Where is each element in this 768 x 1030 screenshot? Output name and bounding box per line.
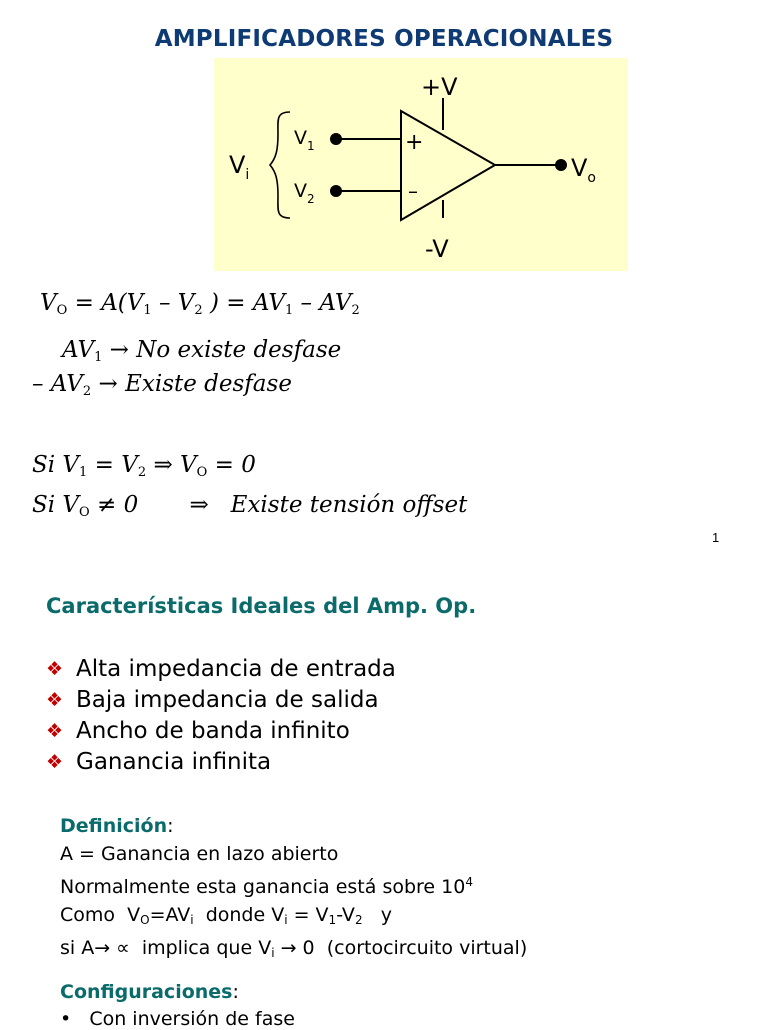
opamp-schematic (214, 58, 628, 271)
page-number: 1 (712, 530, 720, 545)
noninverting-sign: + (405, 130, 424, 155)
input1-label: $V_1$ (294, 127, 315, 153)
definition-line: Como $V_O=AV_i$ donde $V_i = V_1-V_2$ y (60, 904, 392, 927)
input2-label: $V_2$ (294, 180, 315, 206)
characteristics-list (46, 654, 396, 778)
equation-offset: Si $V_O \ne 0$ ⇒ Existe tensión offset (32, 492, 468, 520)
list-item: ❖ Ganancia infinita (46, 747, 396, 778)
definition-line: si A→ ∝ implica que $V_i \to 0$ (cortocircuito virtual) (60, 937, 528, 960)
diamond-bullet-icon: ❖ (46, 720, 64, 742)
plus-supply-label: +V (421, 73, 458, 101)
opamp-triangle (401, 111, 495, 220)
diamond-bullet-icon: ❖ (46, 658, 64, 680)
list-item: ❖ Ancho de banda infinito (46, 716, 396, 747)
opamp-diagram (214, 58, 628, 271)
configuration-item: • Con inversión de fase (60, 1008, 295, 1030)
definition-block: Definición: A = Ganancia en lazo abierto Normalmente esta ganancia está sobre $10^4$ Como $V_O=AV_i$ donde $V_i = V_1-V_2$ y si A→ ∝ implica que $V_i \to 0$ (cortocircuito virtual) (60, 812, 740, 967)
output-label: $V_o$ (571, 154, 596, 186)
equation-no-phase-shift: $AV_1 \to No$ existe desfase (62, 337, 342, 365)
diamond-bullet-icon: ❖ (46, 689, 64, 711)
input1-node (330, 133, 342, 145)
definition-label: Definición (60, 815, 168, 837)
slide-title: AMPLIFICADORES OPERACIONALES (154, 26, 614, 52)
list-item: ❖ Baja impedancia de salida (46, 685, 396, 716)
configurations-label: Configuraciones (60, 981, 233, 1003)
input-group-label: $V_i$ (229, 151, 250, 183)
definition-line: Normalmente esta ganancia está sobre $10^4$ (60, 875, 473, 898)
section-title: Características Ideales del Amp. Op. (46, 594, 477, 618)
diamond-bullet-icon: ❖ (46, 751, 64, 773)
inverting-sign: – (408, 179, 418, 203)
equation-vo: $V_O = A(V_1 - V_2$ ) = $AV_1 - AV_2$ (40, 290, 360, 318)
input-brace (270, 112, 290, 218)
list-item: ❖ Alta impedancia de entrada (46, 654, 396, 685)
output-node (555, 159, 567, 171)
equation-phase-shift: – $AV_2$ → Existe desfase (32, 371, 292, 399)
equation-equal-inputs: Si $V_1 = V_2$ ⇒ $V_O = 0$ (32, 452, 256, 480)
minus-supply-label: -V (425, 235, 449, 263)
configurations-block: Configuraciones: (60, 981, 239, 1003)
input2-node (330, 185, 342, 197)
definition-line: A = Ganancia en lazo abierto (60, 843, 339, 865)
